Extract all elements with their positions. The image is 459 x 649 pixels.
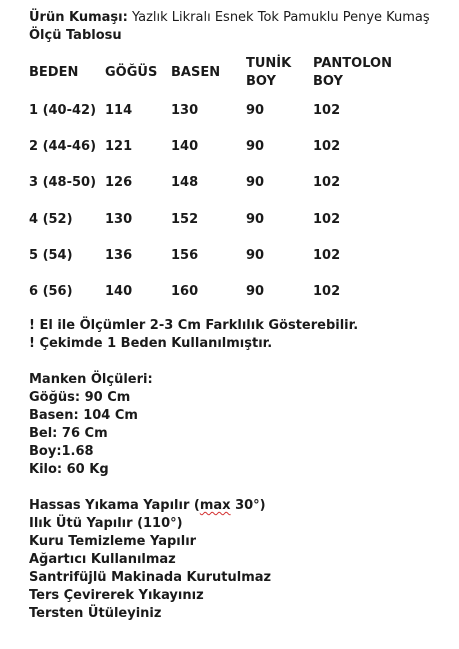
header-beden (29, 54, 105, 92)
care-line: Ters Çevirerek Yıkayınız (29, 587, 204, 603)
care-line: Santrifüjlü Makinada Kurutulmaz (29, 569, 272, 585)
care-line-start: Hassas Yıkama Yapılır ( (29, 497, 200, 513)
header-gogus-text: GÖĞÜS (105, 65, 158, 80)
size-cell-basen: 160 (171, 284, 199, 300)
size-cell-tunik-boy: 90 (246, 284, 265, 300)
size-table-row (29, 201, 413, 237)
size-table-body (29, 92, 413, 310)
notes (29, 317, 449, 353)
size-cell-tunik-boy: 90 (246, 247, 265, 263)
header-basen (171, 54, 246, 92)
size-table-row (29, 237, 413, 273)
size-cell-gogus: 126 (105, 175, 133, 191)
size-cell-tunik-boy: 90 (246, 138, 265, 154)
fabric-label: Ürün Kumaşı: (29, 10, 128, 25)
size-table (29, 54, 413, 310)
size-cell-pantolon-boy: 102 (313, 247, 341, 263)
care-line: Kuru Temizleme Yapılır (29, 533, 197, 549)
note-line: ! El ile Ölçümler 2-3 Cm Farklılık Gösterebilir. (29, 317, 359, 333)
care-line: Ilık Ütü Yapılır (110°) (29, 515, 183, 531)
size-cell-pantolon-boy: 102 (313, 138, 341, 154)
size-table-header-row (29, 54, 413, 92)
mannequin-measurements (29, 371, 449, 479)
spellcheck-underlined-word: max (199, 497, 231, 513)
header-pantolon-boy-text: PANTOLON BOY (313, 56, 392, 89)
size-cell-beden: 6 (56) (29, 284, 73, 300)
size-cell-basen: 140 (171, 138, 199, 154)
header-pantolon-boy (313, 54, 413, 92)
mannequin-line: Basen: 104 Cm (29, 407, 138, 423)
size-cell-pantolon-boy: 102 (313, 175, 341, 191)
size-cell-pantolon-boy: 102 (313, 102, 341, 118)
header-basen-text: BASEN (171, 65, 221, 80)
care-line-end: 30°) (230, 497, 266, 513)
mannequin-line: Bel: 76 Cm (29, 425, 108, 441)
header-tunik-boy (246, 54, 313, 92)
care-line (29, 497, 449, 515)
size-cell-gogus: 140 (105, 284, 133, 300)
size-table-row (29, 92, 413, 128)
size-cell-basen: 152 (171, 211, 199, 227)
fabric-line (29, 9, 449, 27)
size-cell-basen: 130 (171, 102, 199, 118)
size-cell-tunik-boy: 90 (246, 102, 265, 118)
care-line: Ağartıcı Kullanılmaz (29, 551, 176, 567)
size-cell-gogus: 121 (105, 138, 133, 154)
size-cell-tunik-boy: 90 (246, 211, 265, 227)
mannequin-line: Kilo: 60 Kg (29, 461, 109, 477)
size-cell-pantolon-boy: 102 (313, 211, 341, 227)
header-tunik-boy-text: TUNİK BOY (246, 56, 292, 89)
product-info-document (29, 9, 449, 623)
fabric-value: Yazlık Likralı Esnek Tok Pamuklu Penye Kumaş (127, 10, 430, 25)
size-cell-beden: 3 (48-50) (29, 175, 97, 191)
size-cell-gogus: 114 (105, 102, 133, 118)
size-cell-tunik-boy: 90 (246, 175, 265, 191)
note-line: ! Çekimde 1 Beden Kullanılmıştır. (29, 335, 273, 351)
mannequin-line: Göğüs: 90 Cm (29, 389, 131, 405)
size-table-row (29, 165, 413, 201)
size-cell-beden: 5 (54) (29, 247, 73, 263)
care-line: Tersten Ütüleyiniz (29, 605, 162, 621)
size-cell-beden: 4 (52) (29, 211, 73, 227)
size-cell-basen: 148 (171, 175, 199, 191)
size-cell-basen: 156 (171, 247, 199, 263)
size-table-row (29, 128, 413, 164)
mannequin-line: Boy:1.68 (29, 443, 94, 459)
size-table-title: Ölçü Tablosu (29, 28, 122, 43)
header-gogus (105, 54, 171, 92)
size-table-row (29, 273, 413, 309)
care-instructions (29, 497, 449, 623)
size-cell-beden: 1 (40-42) (29, 102, 97, 118)
size-cell-gogus: 136 (105, 247, 133, 263)
header-beden-text: BEDEN (29, 65, 79, 80)
mannequin-title: Manken Ölçüleri: (29, 371, 153, 387)
size-cell-beden: 2 (44-46) (29, 138, 97, 154)
size-cell-gogus: 130 (105, 211, 133, 227)
size-cell-pantolon-boy: 102 (313, 284, 341, 300)
